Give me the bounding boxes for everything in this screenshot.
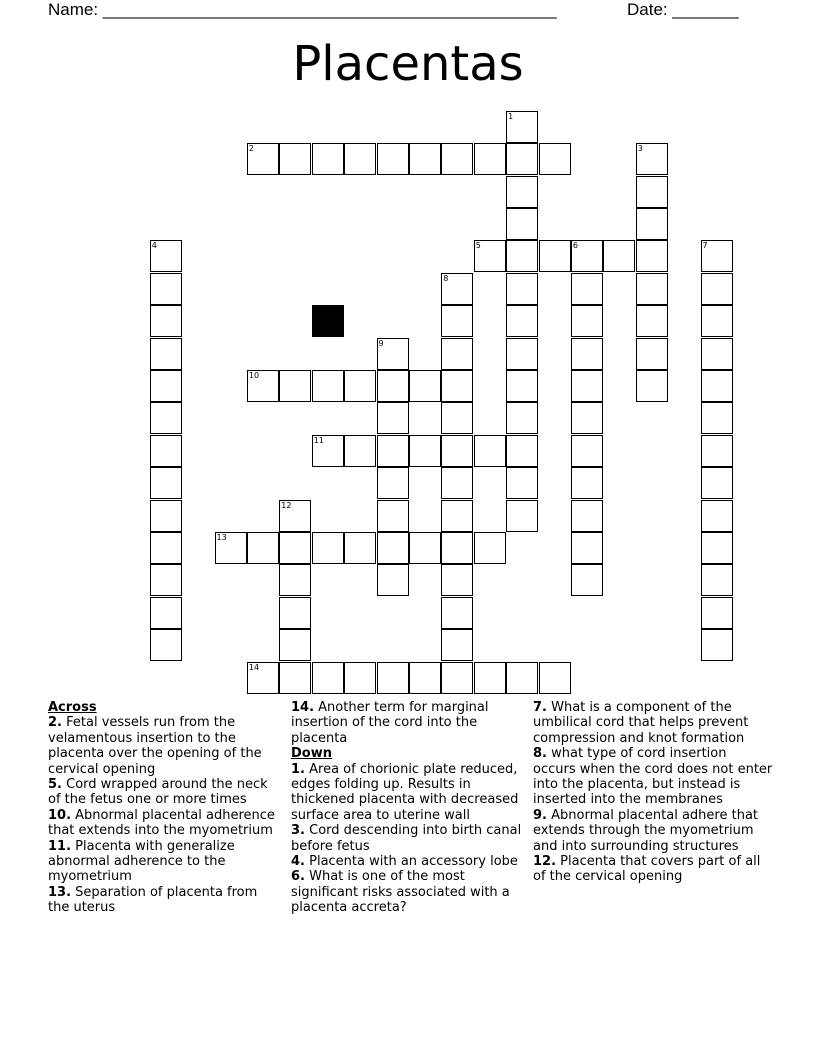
grid-cell[interactable] (344, 532, 376, 564)
clue-number: 8 (443, 273, 449, 283)
grid-cell[interactable] (701, 597, 733, 629)
grid-cell[interactable] (150, 240, 182, 272)
grid-cell[interactable] (701, 305, 733, 337)
grid-cell[interactable] (441, 370, 473, 402)
grid-cell[interactable] (279, 143, 311, 175)
clue-down-4: 4. Placenta with an accessory lobe (291, 854, 518, 870)
grid-cell[interactable] (150, 435, 182, 467)
grid-cell[interactable] (701, 435, 733, 467)
clue-number: 3 (637, 144, 643, 154)
grid-cell[interactable] (506, 402, 538, 434)
clue-number: 7 (702, 241, 708, 251)
grid-cell[interactable] (571, 564, 603, 596)
grid-cell[interactable] (441, 662, 473, 694)
clue-across-5: 5. Cord wrapped around the neck of the fetus one or more times (48, 777, 268, 808)
date-field[interactable]: Date: _______ (627, 0, 739, 19)
grid-cell[interactable] (441, 500, 473, 532)
grid-cell[interactable] (377, 467, 409, 499)
grid-cell[interactable] (636, 338, 668, 370)
clue-across-10: 10. Abnormal placental adherence that extends into the myometrium (48, 807, 275, 839)
grid-cell[interactable] (377, 338, 409, 370)
grid-cell[interactable] (150, 273, 182, 305)
grid-cell[interactable] (571, 435, 603, 467)
clue-down-6: 6. What is one of the most significant risks associated with a placenta accreta? (291, 869, 510, 916)
grid-block-cell (312, 305, 344, 337)
grid-cell[interactable] (636, 176, 668, 208)
grid-cell[interactable] (539, 240, 571, 272)
grid-cell[interactable] (150, 564, 182, 596)
clue-column-1 (48, 700, 280, 916)
grid-cell[interactable] (506, 305, 538, 337)
grid-cell[interactable] (636, 370, 668, 402)
clue-across-13: 13. Separation of placenta from the uterus (48, 884, 258, 916)
grid-cell[interactable] (441, 629, 473, 661)
clue-column-2 (291, 700, 527, 916)
clue-number: 13 (216, 532, 227, 542)
grid-cell[interactable] (247, 143, 279, 175)
grid-cell[interactable] (506, 273, 538, 305)
grid-cell[interactable] (377, 402, 409, 434)
clue-number: 12 (281, 500, 292, 510)
grid-cell[interactable] (441, 467, 473, 499)
grid-cell[interactable] (701, 500, 733, 532)
grid-cell[interactable] (150, 597, 182, 629)
grid-cell[interactable] (150, 467, 182, 499)
grid-cell[interactable] (150, 338, 182, 370)
grid-cell[interactable] (150, 370, 182, 402)
grid-cell[interactable] (701, 338, 733, 370)
grid-cell[interactable] (441, 273, 473, 305)
grid-cell[interactable] (539, 143, 571, 175)
grid-cell[interactable] (571, 500, 603, 532)
grid-cell[interactable] (377, 143, 409, 175)
grid-cell[interactable] (701, 370, 733, 402)
clue-across-14: 14. Another term for marginal insertion of the cord into the placenta (291, 700, 489, 746)
grid-cell[interactable] (441, 435, 473, 467)
grid-cell[interactable] (636, 143, 668, 175)
grid-cell[interactable] (506, 435, 538, 467)
grid-cell[interactable] (409, 532, 441, 564)
grid-cell[interactable] (701, 273, 733, 305)
grid-cell[interactable] (636, 240, 668, 272)
grid-cell[interactable] (377, 532, 409, 564)
grid-cell[interactable] (441, 338, 473, 370)
grid-cell[interactable] (409, 435, 441, 467)
grid-cell[interactable] (312, 370, 344, 402)
grid-cell[interactable] (377, 435, 409, 467)
grid-cell[interactable] (636, 273, 668, 305)
grid-cell[interactable] (506, 467, 538, 499)
grid-cell[interactable] (506, 111, 538, 143)
clue-across-11: 11. Placenta with generalize abnormal adherence to the myometrium (48, 838, 235, 885)
clue-down-7: 7. What is a component of the umbilical cord that helps prevent compression and knot formation (533, 700, 749, 746)
grid-cell[interactable] (409, 370, 441, 402)
grid-cell[interactable] (441, 402, 473, 434)
grid-cell[interactable] (636, 305, 668, 337)
grid-cell[interactable] (441, 143, 473, 175)
clue-down-3: 3. Cord descending into birth canal before fetus (291, 823, 522, 854)
clue-number: 5 (475, 241, 481, 251)
grid-cell[interactable] (603, 240, 635, 272)
grid-cell[interactable] (506, 143, 538, 175)
clue-number: 10 (248, 370, 260, 380)
grid-cell[interactable] (312, 532, 344, 564)
grid-cell[interactable] (150, 629, 182, 661)
grid-cell[interactable] (701, 402, 733, 434)
grid-cell[interactable] (506, 500, 538, 532)
grid-cell[interactable] (506, 370, 538, 402)
grid-cell[interactable] (279, 629, 311, 661)
grid-cell[interactable] (506, 176, 538, 208)
grid-cell[interactable] (441, 564, 473, 596)
grid-cell[interactable] (636, 208, 668, 240)
grid-cell[interactable] (571, 338, 603, 370)
clue-down-8: 8. what type of cord insertion occurs when the cord does not enter into the placenta, but instead is inserted into the membranes (533, 746, 773, 808)
grid-cell[interactable] (506, 208, 538, 240)
grid-cell[interactable] (571, 370, 603, 402)
grid-cell[interactable] (344, 143, 376, 175)
clue-number: 1 (508, 111, 514, 121)
across-heading: Across (48, 700, 97, 715)
clue-down-1: 1. Area of chorionic plate reduced, edges folding up. Results in thickened placenta with decreased surface area to uterine wall (291, 761, 519, 823)
grid-cell[interactable] (506, 662, 538, 694)
grid-cell[interactable] (279, 500, 311, 532)
grid-cell[interactable] (377, 500, 409, 532)
grid-cell[interactable] (150, 532, 182, 564)
grid-cell[interactable] (571, 273, 603, 305)
grid-cell[interactable] (409, 143, 441, 175)
grid-cell[interactable] (474, 143, 506, 175)
grid-cell[interactable] (571, 402, 603, 434)
grid-cell[interactable] (441, 532, 473, 564)
grid-cell[interactable] (279, 662, 311, 694)
grid-cell[interactable] (506, 240, 538, 272)
grid-cell[interactable] (279, 532, 311, 564)
page-title: Placentas (292, 36, 524, 92)
grid-cell[interactable] (377, 370, 409, 402)
grid-cell[interactable] (247, 532, 279, 564)
grid-cell[interactable] (571, 467, 603, 499)
grid-cell[interactable] (474, 240, 506, 272)
grid-cell[interactable] (506, 338, 538, 370)
grid-cell[interactable] (150, 402, 182, 434)
grid-cell[interactable] (247, 662, 279, 694)
grid-cell[interactable] (150, 500, 182, 532)
grid-cell[interactable] (312, 143, 344, 175)
clue-down-12: 12. Placenta that covers part of all of the cervical opening (533, 854, 761, 885)
grid-cell[interactable] (539, 662, 571, 694)
clue-number: 11 (313, 435, 324, 445)
clue-number: 4 (151, 241, 157, 251)
grid-cell[interactable] (701, 564, 733, 596)
clue-column-3 (533, 700, 773, 885)
grid-cell[interactable] (441, 305, 473, 337)
grid-cell[interactable] (312, 662, 344, 694)
grid-cell[interactable] (150, 305, 182, 337)
grid-cell[interactable] (312, 435, 344, 467)
grid-cell[interactable] (701, 467, 733, 499)
clue-number: 9 (378, 338, 384, 348)
down-heading: Down (291, 746, 332, 762)
grid-cell[interactable] (409, 662, 441, 694)
grid-cell[interactable] (344, 662, 376, 694)
grid-cell[interactable] (441, 597, 473, 629)
grid-cell[interactable] (474, 662, 506, 694)
grid-cell[interactable] (279, 564, 311, 596)
clue-number: 2 (248, 144, 254, 154)
grid-cell[interactable] (377, 662, 409, 694)
grid-cell[interactable] (701, 629, 733, 661)
grid-cell[interactable] (474, 532, 506, 564)
grid-cell[interactable] (701, 532, 733, 564)
grid-cell[interactable] (279, 597, 311, 629)
grid-cell[interactable] (701, 240, 733, 272)
grid-cell[interactable] (279, 370, 311, 402)
grid-cell[interactable] (247, 370, 279, 402)
grid-cell[interactable] (215, 532, 247, 564)
grid-cell[interactable] (377, 564, 409, 596)
grid-cell[interactable] (344, 370, 376, 402)
grid-cell[interactable] (571, 305, 603, 337)
grid-cell[interactable] (571, 532, 603, 564)
grid-cell[interactable] (571, 240, 603, 272)
clue-across-2: 2. Fetal vessels run from the velamentous insertion to the placenta over the opening of the cervical opening (48, 715, 262, 777)
clue-down-9: 9. Abnormal placental adhere that extends through the myometrium and into surrounding structures (533, 807, 759, 854)
clue-number: 6 (572, 241, 578, 251)
grid-cell[interactable] (344, 435, 376, 467)
name-field[interactable]: Name: ________________________________________________ (48, 0, 557, 19)
clue-number: 14 (248, 662, 260, 672)
grid-cell[interactable] (474, 435, 506, 467)
